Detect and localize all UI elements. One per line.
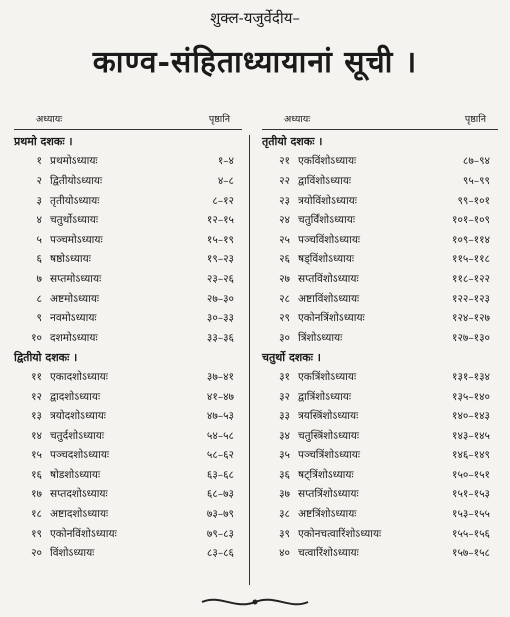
chapter-pages: ४१–४७ (206, 390, 234, 403)
chapter-name: पञ्चत्रिंशोऽध्यायः (298, 449, 360, 462)
chapter-row (14, 250, 242, 270)
chapter-name: एकोनचत्वारिंशोऽध्यायः (298, 527, 382, 540)
chapter-row (14, 387, 242, 407)
chapter-number: ८ (36, 292, 42, 305)
chapter-row (262, 191, 498, 211)
chapter-number: १० (31, 331, 42, 344)
chapter-pages: ४–८ (217, 174, 234, 187)
chapter-row (14, 504, 242, 524)
chapter-number: ३ (36, 194, 42, 207)
chapter-row (262, 308, 498, 328)
chapter-name: पञ्चविंशोऽध्यायः (298, 233, 361, 246)
right-pages-heading: पृष्ठानि (464, 114, 486, 125)
chapter-row (14, 152, 242, 172)
chapter-name: एकोनत्रिंशोऽध्यायः (298, 312, 365, 325)
chapter-name: पञ्चमोऽध्यायः (50, 233, 103, 246)
chapter-pages: १५७–१५८ (451, 547, 490, 560)
chapter-name: सप्तत्रिंशोऽध्यायः (298, 488, 359, 501)
chapter-number: ३२ (279, 390, 290, 403)
chapter-number: १३ (31, 410, 42, 423)
chapter-name: द्वाविंशोऽध्यायः (298, 174, 352, 187)
chapter-pages: ८७–९४ (462, 155, 490, 168)
chapter-name: एकविंशोऽध्यायः (298, 155, 357, 168)
chapter-pages: ११५–११८ (451, 253, 490, 266)
chapter-row (262, 171, 498, 191)
chapter-name: एकादशोऽध्यायः (50, 370, 108, 383)
chapter-name: चतुर्दशोऽध्यायः (50, 429, 104, 442)
chapter-row (14, 367, 242, 387)
chapter-name: द्वितीयोऽध्यायः (50, 174, 103, 187)
chapter-number: २७ (279, 272, 290, 285)
chapter-pages: १०९–११४ (451, 233, 490, 246)
chapter-pages: १४६–१४९ (451, 449, 490, 462)
chapter-pages: १५५–१५६ (451, 527, 490, 540)
chapter-row (14, 465, 242, 485)
chapter-row (14, 485, 242, 505)
chapter-row (262, 210, 498, 230)
chapter-row (262, 289, 498, 309)
chapter-number: ४० (279, 547, 290, 560)
chapter-number: २६ (279, 253, 290, 266)
chapter-row (14, 426, 242, 446)
chapter-number: ११ (31, 370, 42, 383)
chapter-name: अष्टाविंशोऽध्यायः (298, 292, 360, 305)
chapter-row (262, 387, 498, 407)
chapter-row (14, 524, 242, 544)
group-2-list (14, 367, 242, 563)
chapter-number: ३९ (279, 527, 290, 540)
group-heading-1: प्रथमो दशकः । (14, 135, 73, 149)
chapter-pages: १५३–१५५ (451, 508, 490, 521)
chapter-number: २४ (279, 214, 290, 227)
chapter-row (262, 152, 498, 172)
chapter-number: २९ (279, 312, 290, 325)
chapter-name: चतुर्विंशोऽध्यायः (298, 214, 355, 227)
chapter-number: २८ (279, 292, 290, 305)
chapter-pages: ३०–३३ (206, 312, 234, 325)
chapter-name: सप्तदशोऽध्यायः (50, 488, 108, 501)
left-column (14, 112, 242, 563)
chapter-number: २५ (279, 233, 290, 246)
chapter-name: सप्तमोऽध्यायः (50, 272, 102, 285)
chapter-pages: ७९–८३ (206, 527, 234, 540)
chapter-pages: ६३–६८ (206, 468, 234, 481)
chapter-pages: ५४–५८ (206, 429, 234, 442)
chapter-number: १५ (31, 449, 42, 462)
chapter-pages: १५०–१५१ (451, 468, 490, 481)
chapter-row (262, 524, 498, 544)
chapter-number: ३० (279, 331, 290, 344)
chapter-number: १ (36, 155, 42, 168)
chapter-number: २ (36, 174, 42, 187)
chapter-pages: २७–३० (206, 292, 234, 305)
page-title: काण्व-संहिताध्यायानां सूची । (92, 45, 418, 80)
chapter-number: ९ (36, 312, 42, 325)
left-chapter-heading: अध्यायः (36, 114, 63, 125)
chapter-pages: ९५–९९ (462, 174, 490, 187)
chapter-row (262, 504, 498, 524)
chapter-name: षट्त्रिंशोऽध्यायः (298, 468, 354, 481)
chapter-number: ४ (36, 214, 42, 227)
chapter-pages: १५–१९ (206, 233, 234, 246)
ornament-flourish (200, 592, 310, 612)
chapter-row (14, 308, 242, 328)
chapter-row (14, 328, 242, 348)
chapter-pages: १५१–१५३ (451, 488, 490, 501)
page-subtitle: शुक्ल-यजुर्वेदीय– (210, 9, 300, 27)
chapter-number: ६ (36, 253, 42, 266)
chapter-row (262, 269, 498, 289)
chapter-pages: ८३–८६ (206, 547, 234, 560)
chapter-number: ३३ (279, 410, 290, 423)
group-heading-4: चतुर्थो दशकः । (262, 350, 321, 364)
chapter-row (14, 191, 242, 211)
chapter-pages: १४३–१४५ (451, 429, 490, 442)
chapter-number: १२ (31, 390, 42, 403)
chapter-name: चतुर्थोऽध्यायः (50, 214, 98, 227)
chapter-pages: १९–२३ (206, 253, 234, 266)
chapter-pages: ३३–३६ (206, 331, 234, 344)
chapter-row (14, 210, 242, 230)
chapter-row (14, 289, 242, 309)
chapter-row (262, 446, 498, 466)
chapter-row (262, 406, 498, 426)
left-pages-heading: पृष्ठानि (208, 114, 230, 125)
chapter-row (14, 269, 242, 289)
chapter-name: चत्वारिंशोऽध्यायः (298, 547, 359, 560)
chapter-name: प्रथमोऽध्यायः (50, 155, 98, 168)
chapter-row (262, 485, 498, 505)
group-3-list (262, 152, 498, 348)
chapter-number: ३८ (279, 508, 290, 521)
chapter-name: त्रयोदशोऽध्यायः (50, 410, 106, 423)
chapter-name: त्रिंशोऽध्यायः (298, 331, 343, 344)
chapter-name: षष्ठोऽध्यायः (50, 253, 91, 266)
chapter-pages: २३–२६ (206, 272, 234, 285)
chapter-name: त्रयस्त्रिंशोऽध्यायः (298, 410, 359, 423)
right-chapter-heading: अध्यायः (284, 114, 311, 125)
chapter-name: अष्टत्रिंशोऽध्यायः (298, 508, 357, 521)
column-divider (249, 135, 250, 585)
chapter-pages: ६८–७३ (206, 488, 234, 501)
chapter-name: षोडशोऽध्यायः (50, 468, 101, 481)
chapter-number: २० (31, 547, 42, 560)
chapter-pages: ७३–७९ (206, 508, 234, 521)
chapter-row (14, 406, 242, 426)
group-heading-3: तृतीयो दशकः । (262, 135, 323, 149)
chapter-number: १९ (31, 527, 42, 540)
group-4-list (262, 367, 498, 563)
right-header-rule (262, 129, 498, 130)
chapter-number: २१ (279, 155, 290, 168)
chapter-name: अष्टादशोऽध्यायः (50, 508, 109, 521)
chapter-name: पञ्चदशोऽध्यायः (50, 449, 110, 462)
chapter-number: १८ (31, 508, 42, 521)
chapter-number: ३६ (279, 468, 290, 481)
chapter-number: ३७ (279, 488, 290, 501)
chapter-number: १४ (31, 429, 42, 442)
chapter-name: द्वात्रिंशोऽध्यायः (298, 390, 352, 403)
group-heading-2: द्वितीयो दशकः । (14, 350, 78, 364)
chapter-pages: १०१–१०९ (451, 214, 490, 227)
chapter-pages: ३७–४१ (206, 370, 234, 383)
chapter-row (262, 328, 498, 348)
chapter-row (262, 250, 498, 270)
group-1-list (14, 152, 242, 348)
chapter-row (14, 446, 242, 466)
chapter-pages: १–४ (217, 155, 234, 168)
chapter-row (14, 543, 242, 563)
chapter-name: षड्विंशोऽध्यायः (298, 253, 354, 266)
chapter-pages: १२२–१२३ (451, 292, 490, 305)
chapter-pages: १२–१५ (206, 214, 234, 227)
chapter-row (262, 543, 498, 563)
chapter-pages: १४०–१४३ (451, 410, 490, 423)
chapter-pages: ५८–६२ (206, 449, 234, 462)
chapter-number: १६ (31, 468, 42, 481)
chapter-number: ५ (36, 233, 42, 246)
chapter-number: २२ (279, 174, 290, 187)
chapter-name: दशमोऽध्यायः (50, 331, 98, 344)
chapter-pages: ९९–१०१ (457, 194, 490, 207)
chapter-name: चतुस्त्रिंशोऽध्यायः (298, 429, 359, 442)
chapter-row (262, 367, 498, 387)
chapter-row (262, 465, 498, 485)
chapter-name: सप्तविंशोऽध्यायः (298, 272, 359, 285)
chapter-row (262, 230, 498, 250)
left-header-rule (14, 129, 242, 130)
chapter-row (14, 171, 242, 191)
chapter-name: विंशोऽध्यायः (50, 547, 95, 560)
chapter-number: ७ (36, 272, 42, 285)
chapter-name: द्वादशोऽध्यायः (50, 390, 101, 403)
chapter-number: ३४ (279, 429, 290, 442)
chapter-number: ३१ (279, 370, 290, 383)
chapter-pages: १३१–१३४ (451, 370, 490, 383)
chapter-number: १७ (31, 488, 42, 501)
chapter-name: अष्टमोऽध्यायः (50, 292, 100, 305)
left-column-header (14, 112, 242, 125)
right-column-header (262, 112, 498, 125)
chapter-number: ३५ (279, 449, 290, 462)
chapter-row (14, 230, 242, 250)
chapter-pages: ११८–१२२ (451, 272, 490, 285)
chapter-name: त्रयोविंशोऽध्यायः (298, 194, 357, 207)
chapter-pages: ८–१२ (212, 194, 234, 207)
chapter-row (262, 426, 498, 446)
chapter-pages: १२४–१२७ (451, 312, 490, 325)
chapter-name: एकोनविंशोऽध्यायः (50, 527, 117, 540)
chapter-name: नवमोऽध्यायः (50, 312, 97, 325)
right-column (262, 112, 498, 563)
chapter-name: तृतीयोऽध्यायः (50, 194, 100, 207)
chapter-name: एकत्रिंशोऽध्यायः (298, 370, 357, 383)
chapter-pages: १२७–१३० (451, 331, 490, 344)
chapter-pages: ४७–५३ (206, 410, 234, 423)
chapter-pages: १३५–१४० (451, 390, 490, 403)
chapter-number: २३ (279, 194, 290, 207)
